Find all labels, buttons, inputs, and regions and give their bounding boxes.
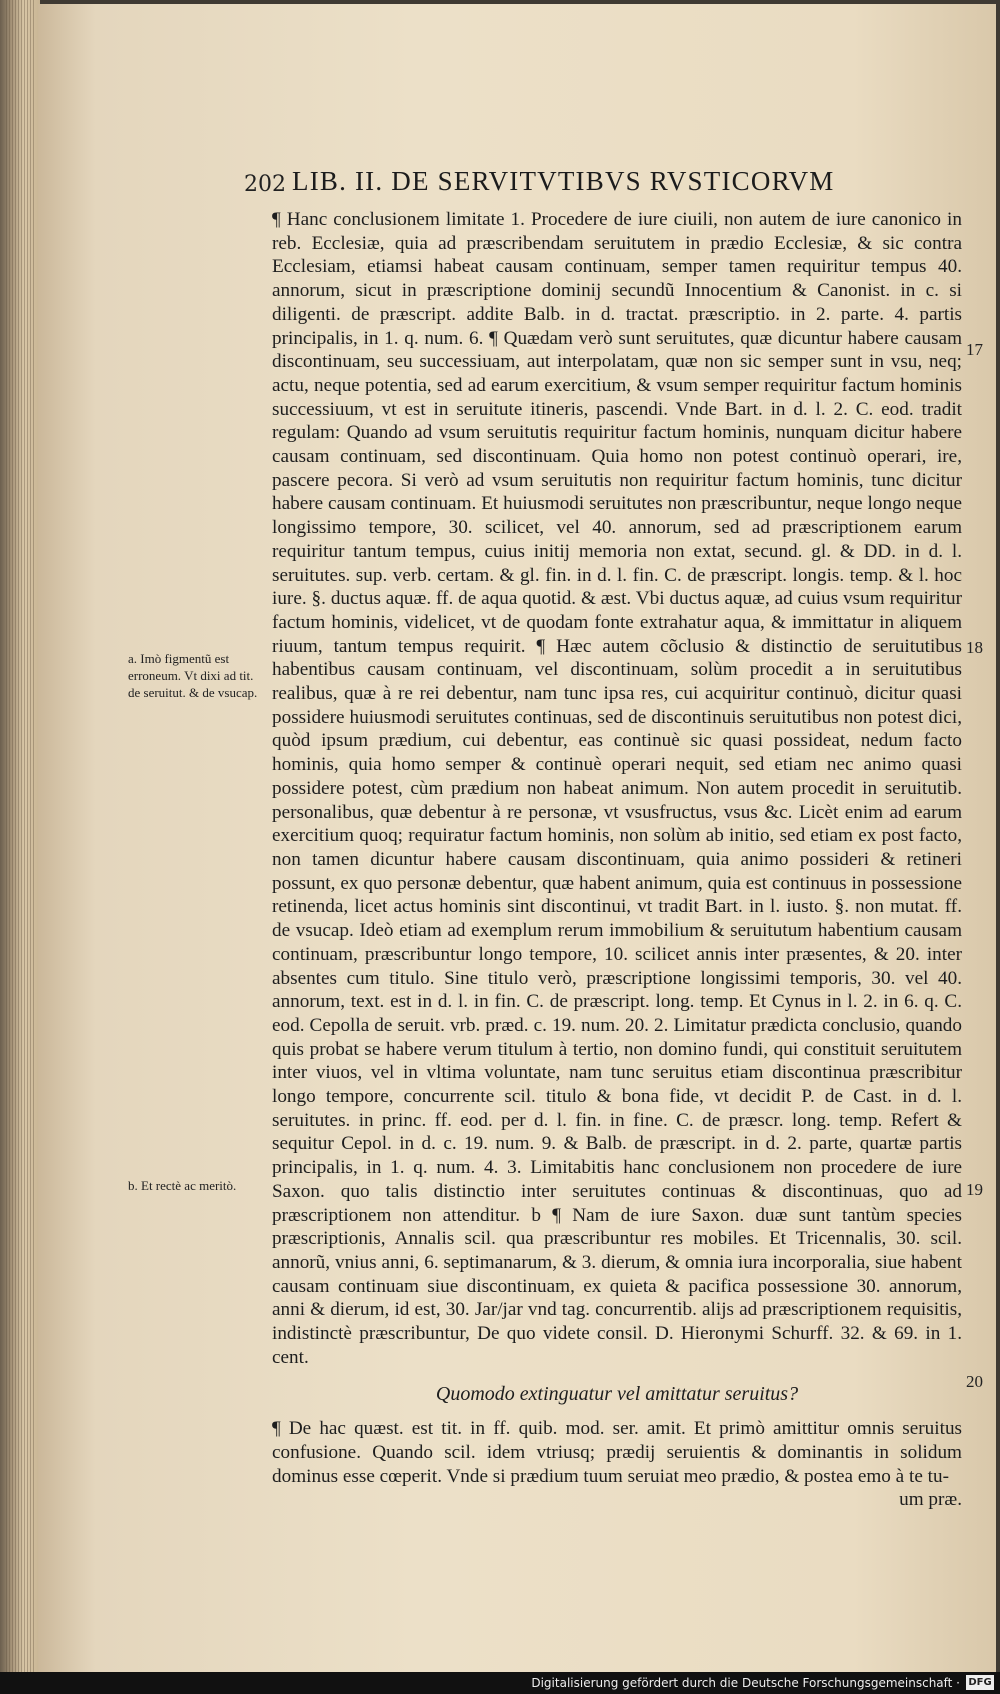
margin-note-b: b. Et rectè ac meritò. bbox=[128, 1178, 237, 1193]
paragraph: ¶ Hanc conclusionem limitate 1. Procedere de iure ciuili, non autem de iure canonico in reb. Ecclesiæ, quia ad præscribendam seruitutem in prædio Ecclesiæ, & sic contra Ecclesiam, etiamsi habeat causam continuam, semper tamen requiritur tempus 40. annorum, sicut in præscriptione dominij secundũ Innocentium & Canonist. in c. si diligenti. de præscript. addite Balb. in d. tractat. præscriptio. in 2. parte. 4. partis principalis, in 1. q. num. 6. ¶ Quædam verò sunt seruitutes, quæ dicuntur habere causam discontinuam, seu successiuam, aut interpolatam, quæ non sic semper sunt in vsu, neq; actu, neque potentia, sed ad earum exercitium, & vsum semper requiritur factum hominis successiuum, vt est in seruitute itineris, pascendi. Vnde Bart. in d. l. 2. C. eod. tradit regulam: Quando ad vsum seruitutis requiritur factum hominis, nunquam dicitur habere causam continuam, sed discontinuam. Quia homo non potest continuò operari, ire, pascere pecora. Si verò ad vsum seruitutis non requiritur factum hominis, tunc dicitur habere causam continuam. Et huiusmodi seruitutes non præscribuntur, neque longo neque longissimo tempore, 30. scilicet, vel 40. annorum, sed ad præscriptionem earum requiritur tantum tempus, cuius initij memoria non extat, secund. gl. & DD. in d. l. seruitutes. sup. verb. certam. & gl. fin. in d. l. fin. C. de præscript. longis. temp. & l. hoc iure. §. ductus aquæ. ff. de aqua quotid. & æst. Vbi ductus aquæ, ad cuius vsum requiritur factum hominis, videlicet, vt de quodam fonte extrahatur aqua, & immittatur in aliquem riuum, tantum tempus requirit. ¶ Hæc autem cõclusio & distinctio de seruitutibus habentibus causam continuam, vel discontinuam, solùm procedit a in seruitutibus realibus, quæ à re rei debentur, nam tunc ipsa res, cui acquiritur continuò, dicitur quasi possidere huiusmodi seruitutes continuas, sed de discontinuis seruitutibus non potest dici, quòd ipsum prædium, cui debentur, eas continuè sic quasi possideat, nedum facto hominis, quia homo semper & continuè operari nequit, sed etiam nec animo quasi possidere potest, cùm prædium non habeat animum. Non autem procedit in seruitutib. personalibus, quæ debentur à re personæ, vt vsusfructus, vsus &c. Licèt enim ad earum exercitium quoq; requiratur factum hominis, non solùm ab initio, sed etiam ex post facto, non tamen dicuntur habere causam discontinuam, quia animo possideri & retineri possunt, ex quo personæ debentur, quæ habent animum, quia est continuus in possessione retinenda, licet actus hominis sint discontinui, vt tradit Bart. in l. iusto. §. non mutat. ff. de vsucap. Ideò etiam ad exemplum rerum immobilium & seruitutum habentium causam continuam, præscribuntur longo tempore, 10. scilicet annis inter præsentes, & 20. inter absentes cum titulo. Sine titulo verò, præscriptione longissimi temporis, 30. vel 40. annorum, text. est in d. l. in fin. C. de præscript. long. temp. Et Cynus in l. 2. in 6. q. C. eod. Cepolla de seruit. vrb. præd. c. 19. num. 20. 2. Limitatur prædicta conclusio, quando quis probat se habere verum titulum à tertio, non domino fundi, qui constituit seruitutem inter viuos, vel in vltima voluntate, nam tunc seruitus etiam discontinua præscribitur longo tempore, concurrente scil. titulo & bona fide, vt decidit P. de Cast. in d. l. seruitutes. in princ. ff. eod. per d. l. fin. in fine. C. de præscr. long. temp. Refert & sequitur Cepol. in d. c. 19. num. 9. & Balb. de præscript. in d. 2. parte, quartæ partis principalis, in 1. q. num. 4. 3. Limitabitis hanc conclusionem non procedere de iure Saxon. quo talis distinctio inter seruitutes continuas & discontinuas, quo ad præscriptionem non attenditur. b ¶ Nam de iure Saxon. duæ sunt tantùm species præscriptionis, Annalis scil. qua præscribuntur res mobiles. Et Tricennalis, 30. scil. annorũ, vnius anni, 6. septimanarum, & 3. dierum, & omnia iura incorporalia, siue habent causam continuam siue discontinuam, ex quieta & pacifica possessione 30. annorum, anni & dierum, id est, 30. Jar/jar vnd tag. concurrentib. alijs ad præscriptionem requisitis, indistinctè præscribuntur, De quo videte consil. D. Hieronymi Schurff. 32. & 69. in 1. cent. bbox=[272, 209, 962, 1368]
page-header bbox=[220, 166, 920, 206]
dfg-logo-icon: DFG bbox=[966, 1675, 994, 1690]
page-number: 202 bbox=[244, 172, 286, 197]
paragraph: ¶ De hac quæst. est tit. in ff. quib. mod. ser. amit. Et primò amittitur omnis seruitus confusione. Quando scil. idem vtriusq; prædij seruientis & dominantis in solidum dominus esse cœperit. Vnde si prædium tuum seruiat meo prædio, & postea emo à te tu- bbox=[272, 1418, 962, 1487]
footer-text: Digitalisierung gefördert durch die Deutsche Forschungsgemeinschaft · bbox=[531, 1676, 960, 1690]
margin-note-a: a. Imò figmentũ est erroneum. Vt dixi ad tit. de seruitut. & de vsucap. bbox=[128, 651, 258, 700]
margin-number: 19 bbox=[966, 1180, 983, 1199]
book-page-edges bbox=[0, 0, 40, 1694]
section-heading: Quomodo extinguatur vel amittatur seruitus? bbox=[435, 1383, 799, 1406]
page-stack-lines bbox=[6, 0, 36, 1694]
footer-bar bbox=[0, 1672, 1000, 1694]
margin-number: 20 bbox=[966, 1372, 983, 1391]
margin-number: 17 bbox=[966, 340, 983, 359]
margin-number: 18 bbox=[966, 638, 983, 657]
catchword: um præ. bbox=[899, 1489, 962, 1511]
main-text-block bbox=[272, 208, 962, 1512]
running-title: LIB. II. DE SERVITVTIBVS RVSTICORVM bbox=[292, 166, 835, 196]
